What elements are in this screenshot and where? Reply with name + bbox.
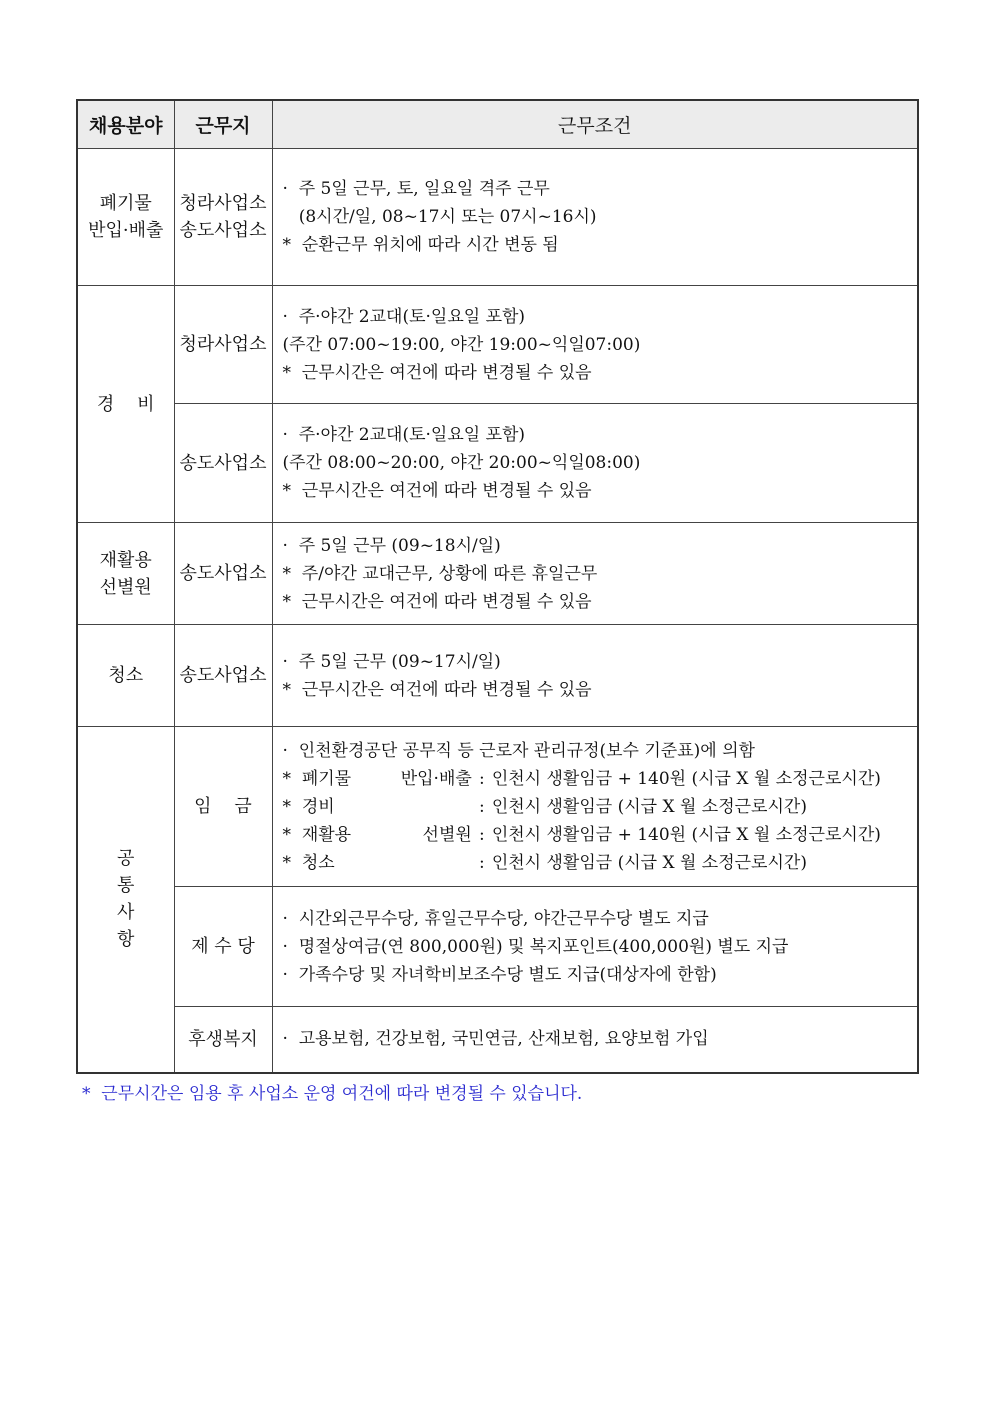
table-row (77, 404, 918, 523)
wage-item: * 청소 : 인천시 생활임금 (시급 X 월 소정근로시간) (282, 852, 807, 873)
wage-item: * 폐기물 반입·배출 : 인천시 생활임금 + 140원 (시급 X 월 소정근로시간) (282, 768, 881, 789)
wage-item: * 재활용 선별원 : 인천시 생활임금 + 140원 (시급 X 월 소정근로시간) (282, 824, 881, 845)
category-cleaning: 청소 (77, 625, 174, 727)
footnote: * 근무시간은 임용 후 사업소 운영 여건에 따라 변경될 수 있습니다. (82, 1084, 583, 1104)
conditions-guard-cheongna: · 주·야간 2교대(토·일요일 포함) (주간 07:00~19:00, 야간 19:00~익일07:00) * 근무시간은 여건에 따라 변경될 수 있음 (272, 286, 918, 404)
location-guard-songdo: 송도사업소 (174, 404, 272, 523)
location-waste: 청라사업소 송도사업소 (174, 149, 272, 286)
category-waste: 폐기물 반입·배출 (77, 149, 174, 286)
header-conditions: 근무조건 (272, 100, 918, 149)
conditions-allowance: · 시간외근무수당, 휴일근무수당, 야간근무수당 별도 지급 · 명절상여금(연 800,000원) 및 복지포인트(400,000원) 별도 지급 · 가족수당 및 자녀학비보조수당 별도 지급(대상자에 한함) (272, 887, 918, 1007)
location-cleaning: 송도사업소 (174, 625, 272, 727)
header-category: 채용분야 (77, 100, 174, 149)
wage-item: * 경비 : 인천시 생활임금 (시급 X 월 소정근로시간) (282, 796, 807, 817)
category-guard: 경 비 (77, 286, 174, 523)
conditions-wage: · 인천환경공단 공무직 등 근로자 관리규정(보수 기준표)에 의함 * 폐기물 반입·배출 : 인천시 생활임금 + 140원 (시급 X 월 소정근로시간) * 경비 : 인천시 생활임금 (시급 X 월 소정근로시간) * 재활용 선별원 : 인천시 생활임금 + 140원 (시급 X 월 소정근로시간) * 청소 : 인천시 생활임금 (시급 X 월 소정근로시간) (272, 727, 918, 887)
table-row (77, 286, 918, 404)
location-recycle: 송도사업소 (174, 523, 272, 625)
category-common: 공 통 사 항 (77, 727, 174, 1073)
conditions-guard-songdo: · 주·야간 2교대(토·일요일 포함) (주간 08:00~20:00, 야간 20:00~익일08:00) * 근무시간은 여건에 따라 변경될 수 있음 (272, 404, 918, 523)
table-row (77, 1007, 918, 1073)
conditions-waste: · 주 5일 근무, 토, 일요일 격주 근무 (8시간/일, 08~17시 또는 07시~16시) * 순환근무 위치에 따라 시간 변동 됨 (272, 149, 918, 286)
table-row (77, 625, 918, 727)
header-location: 근무지 (174, 100, 272, 149)
subcategory-welfare: 후생복지 (174, 1007, 272, 1073)
table-row (77, 887, 918, 1007)
table-header-row (77, 100, 918, 149)
table-row (77, 149, 918, 286)
conditions-recycle: · 주 5일 근무 (09~18시/일) * 주/야간 교대근무, 상황에 따른 휴일근무 * 근무시간은 여건에 따라 변경될 수 있음 (272, 523, 918, 625)
table-row (77, 523, 918, 625)
category-recycle: 재활용 선별원 (77, 523, 174, 625)
subcategory-wage: 임 금 (174, 727, 272, 887)
subcategory-allowance: 제 수 당 (174, 887, 272, 1007)
location-guard-cheongna: 청라사업소 (174, 286, 272, 404)
conditions-cleaning: · 주 5일 근무 (09~17시/일) * 근무시간은 여건에 따라 변경될 수 있음 (272, 625, 918, 727)
conditions-welfare: · 고용보험, 건강보험, 국민연금, 산재보험, 요양보험 가입 (272, 1007, 918, 1073)
table-row (77, 727, 918, 887)
recruitment-conditions-table (76, 99, 919, 1074)
